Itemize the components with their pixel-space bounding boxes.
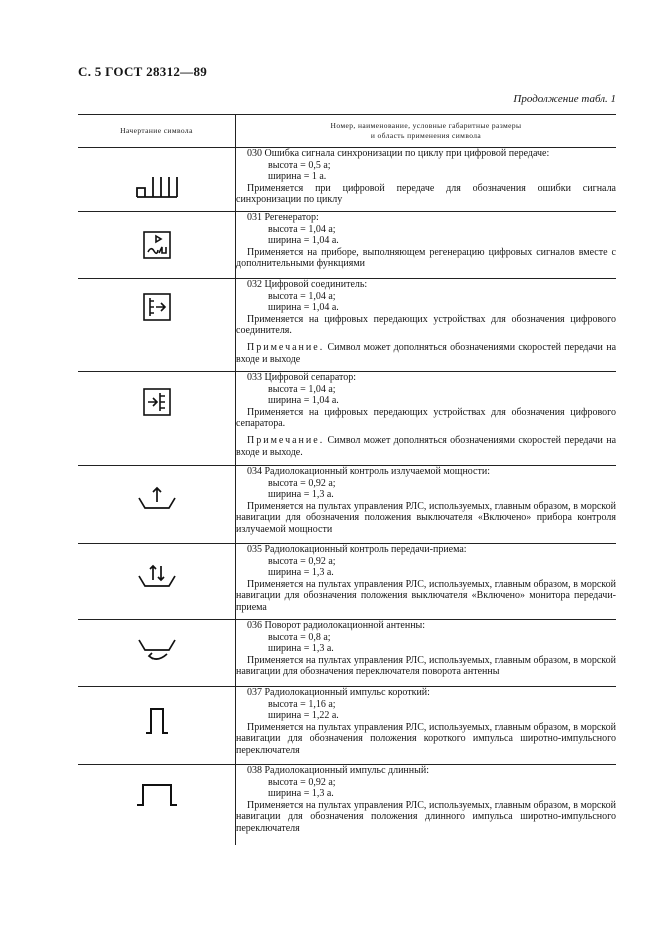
symbol-cell	[78, 620, 236, 687]
regenerator-icon	[137, 225, 177, 265]
symbol-height: высота = 1,04 а;	[268, 223, 336, 235]
symbol-height: высота = 0,8 а;	[268, 631, 331, 643]
symbol-table	[78, 114, 616, 845]
symbol-width: ширина = 1,22 а.	[268, 710, 339, 722]
symbol-usage: Применяется на приборе, выполняющем регенерацию цифровых сигналов вместе с дополнительными функциями	[236, 246, 616, 270]
table-row	[78, 212, 616, 279]
column-header-description-line1: Номер, наименование, условные габаритные размеры	[330, 121, 522, 130]
symbol-height: высота = 1,16 а;	[268, 698, 336, 710]
symbol-height: высота = 1,04 а;	[268, 383, 336, 395]
symbol-title: 038 Радиолокационный импульс длинный:	[247, 765, 429, 776]
symbol-height: высота = 0,5 а;	[268, 159, 331, 171]
symbol-usage: Применяется на пультах управления РЛС, используемых, главным образом, в морской навигации для обозначения переключателя поворота антенны	[236, 654, 616, 678]
symbol-cell	[78, 372, 236, 466]
table-row	[78, 620, 616, 687]
symbol-usage: Применяется на пультах управления РЛС, используемых, главным образом, в морской навигации для обозначения положения выключателя «Включено» прибора контроля излучаемой мощности	[236, 500, 616, 535]
table-row	[78, 765, 616, 845]
symbol-cell	[78, 765, 236, 845]
symbol-note	[236, 342, 616, 365]
symbol-usage: Применяется на цифровых передающих устройствах для обозначения цифрового сепаратора.	[236, 406, 616, 430]
symbol-cell	[78, 279, 236, 372]
symbol-cell	[78, 148, 236, 212]
long-pulse-icon	[127, 775, 187, 815]
table-row	[78, 544, 616, 620]
table-row	[78, 372, 616, 466]
description-cell	[236, 212, 617, 279]
note-label: Примечание.	[247, 341, 325, 353]
description-cell	[236, 620, 617, 687]
table-row	[78, 148, 616, 212]
symbol-width: ширина = 1,04 а.	[268, 302, 339, 314]
symbol-usage: Применяется на пультах управления РЛС, используемых, главным образом, в морской навигации для обозначения положения короткого импульса широтно-импульсного переключателя	[236, 721, 616, 756]
description-cell	[236, 765, 617, 845]
symbol-height: высота = 0,92 а;	[268, 555, 336, 567]
symbol-height: высота = 0,92 а;	[268, 776, 336, 788]
symbol-width: ширина = 1,04 а.	[268, 235, 339, 247]
page-header: С. 5 ГОСТ 28312—89	[78, 64, 208, 79]
symbol-width: ширина = 1,3 а.	[268, 567, 334, 579]
symbol-usage: Применяется на цифровых передающих устройствах для обозначения цифрового соединителя.	[236, 313, 616, 337]
digital-separator-icon	[137, 382, 177, 422]
symbol-width: ширина = 1,3 а.	[268, 788, 334, 800]
symbol-cell	[78, 466, 236, 544]
symbol-usage: Применяется на пультах управления РЛС, используемых, главным образом, в морской навигации для обозначения положения длинного импульса широтно-импульсного переключателя	[236, 799, 616, 834]
column-header-description	[236, 115, 617, 148]
description-cell	[236, 372, 617, 466]
symbol-title: 032 Цифровой соединитель:	[247, 279, 368, 290]
symbol-width: ширина = 1,3 а.	[268, 643, 334, 655]
table-row	[78, 279, 616, 372]
table-row	[78, 466, 616, 544]
note-text: Символ может дополняться обозначениями скоростей передачи на входе и выходе	[236, 341, 617, 365]
symbol-cell	[78, 687, 236, 765]
sync-error-icon	[127, 163, 187, 203]
symbol-title: 036 Поворот радиолокационной антенны:	[247, 620, 426, 631]
symbol-title: 035 Радиолокационный контроль передачи-приема:	[247, 544, 467, 555]
description-cell	[236, 466, 617, 544]
description-cell	[236, 544, 617, 620]
table-continuation-label: Продолжение табл. 1	[513, 93, 616, 105]
description-cell	[236, 687, 617, 765]
symbol-title: 037 Радиолокационный импульс короткий:	[247, 687, 430, 698]
symbol-title: 030 Ошибка сигнала синхронизации по циклу при цифровой передаче:	[247, 148, 550, 159]
table-header-row	[78, 115, 616, 148]
column-header-description-line2: и область применения символа	[370, 131, 482, 140]
symbol-usage: Применяется на пультах управления РЛС, используемых, главным образом, в морской навигации для обозначения положения выключателя «Включено» монитора передачи-приема	[236, 578, 616, 613]
symbol-usage: Применяется при цифровой передаче для обозначения ошибки сигнала синхронизации по циклу	[236, 182, 616, 206]
description-cell	[236, 279, 617, 372]
symbol-height: высота = 1,04 а;	[268, 290, 336, 302]
symbol-width: ширина = 1,04 а.	[268, 395, 339, 407]
table-row	[78, 687, 616, 765]
radar-antenna-rotation-icon	[127, 630, 187, 670]
symbol-cell	[78, 212, 236, 279]
symbol-cell	[78, 544, 236, 620]
symbol-width: ширина = 1,3 а.	[268, 489, 334, 501]
short-pulse-icon	[127, 701, 187, 741]
radar-power-control-icon	[127, 482, 187, 522]
description-cell	[236, 148, 617, 212]
symbol-title: 033 Цифровой сепаратор:	[247, 372, 357, 383]
symbol-title: 034 Радиолокационный контроль излучаемой мощности:	[247, 466, 490, 477]
radar-transmit-receive-icon	[127, 558, 187, 598]
symbol-width: ширина = 1 а.	[268, 171, 327, 183]
note-label: Примечание.	[247, 434, 325, 446]
note-text: Символ может дополняться обозначениями скоростей передачи на входе и выходе.	[236, 434, 617, 458]
digital-connector-icon	[137, 287, 177, 327]
column-header-symbol: Начертание символа	[78, 115, 236, 148]
symbol-note	[236, 435, 616, 458]
symbol-height: высота = 0,92 а;	[268, 477, 336, 489]
symbol-title: 031 Регенератор:	[247, 212, 319, 223]
